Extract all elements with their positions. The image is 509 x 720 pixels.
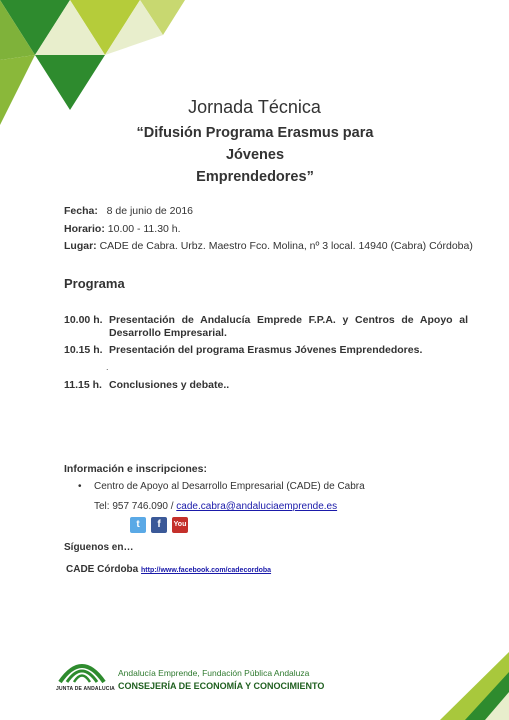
program-time: 10.00 h. [64,314,103,326]
footer-line-1: Andalucía Emprende, Fundación Pública Andaluza [118,668,310,678]
fecha-value: 8 de junio de 2016 [106,205,194,217]
program-text: Presentación de Andalucía Emprede F.P.A. y Centros de Apoyo al Desarrollo Empresarial. [109,314,468,339]
cade-label: CADE Córdoba [66,564,139,575]
lugar-value: CADE de Cabra. Urbz. Maestro Fco. Molina, nº 3 local. 14940 (Cabra) Córdoba) [99,240,473,252]
page-title: Jornada Técnica [188,97,321,117]
facebook-link[interactable]: http://www.facebook.com/cadecordoba [141,567,272,574]
program-heading: Programa [64,276,125,291]
cade-facebook-row [66,564,271,575]
program-text: Conclusiones y debate.. [109,379,230,391]
facebook-icon[interactable]: f [151,517,167,533]
contact-line [94,501,337,512]
horario-value: 10.00 - 11.30 h. [107,223,181,235]
youtube-icon[interactable]: You [172,517,188,533]
bullet-icon: • [78,481,82,492]
junta-logo-icon [56,654,108,686]
lugar-label: Lugar: [64,240,97,252]
program-item [64,314,468,340]
twitter-icon[interactable]: t [130,517,146,533]
program-text: Presentación del programa Erasmus Jóvenes Emprendedores. [109,344,423,356]
subtitle-line-2: Emprendedores” [196,169,314,185]
follow-label: Síguenos en… [64,542,134,553]
footer-decoration [440,652,509,720]
lugar-row [64,240,473,252]
subtitle-line-1: “Difusión Programa Erasmus para Jóvenes [136,125,374,163]
info-heading: Información e inscripciones: [64,463,207,475]
program-time: 10.15 h. [64,344,103,356]
junta-label: JUNTA DE ANDALUCIA [56,686,115,692]
footer-line-2: CONSEJERÍA DE ECONOMÍA Y CONOCIMIENTO [118,681,325,691]
horario-row [64,223,181,235]
fecha-row [64,205,193,217]
email-link[interactable]: cade.cabra@andaluciaemprende.es [176,501,338,512]
tel-label: Tel: 957 746.090 / [94,501,174,512]
program-item [64,379,468,392]
program-time: 11.15 h. [64,379,102,391]
fecha-label: Fecha: [64,205,98,217]
program-item [64,344,468,357]
horario-label: Horario: [64,223,105,235]
page-subtitle [110,122,400,188]
center-name: Centro de Apoyo al Desarrollo Empresarial (CADE) de Cabra [94,481,365,492]
social-icons [130,517,188,533]
program-separator: . [106,362,109,372]
